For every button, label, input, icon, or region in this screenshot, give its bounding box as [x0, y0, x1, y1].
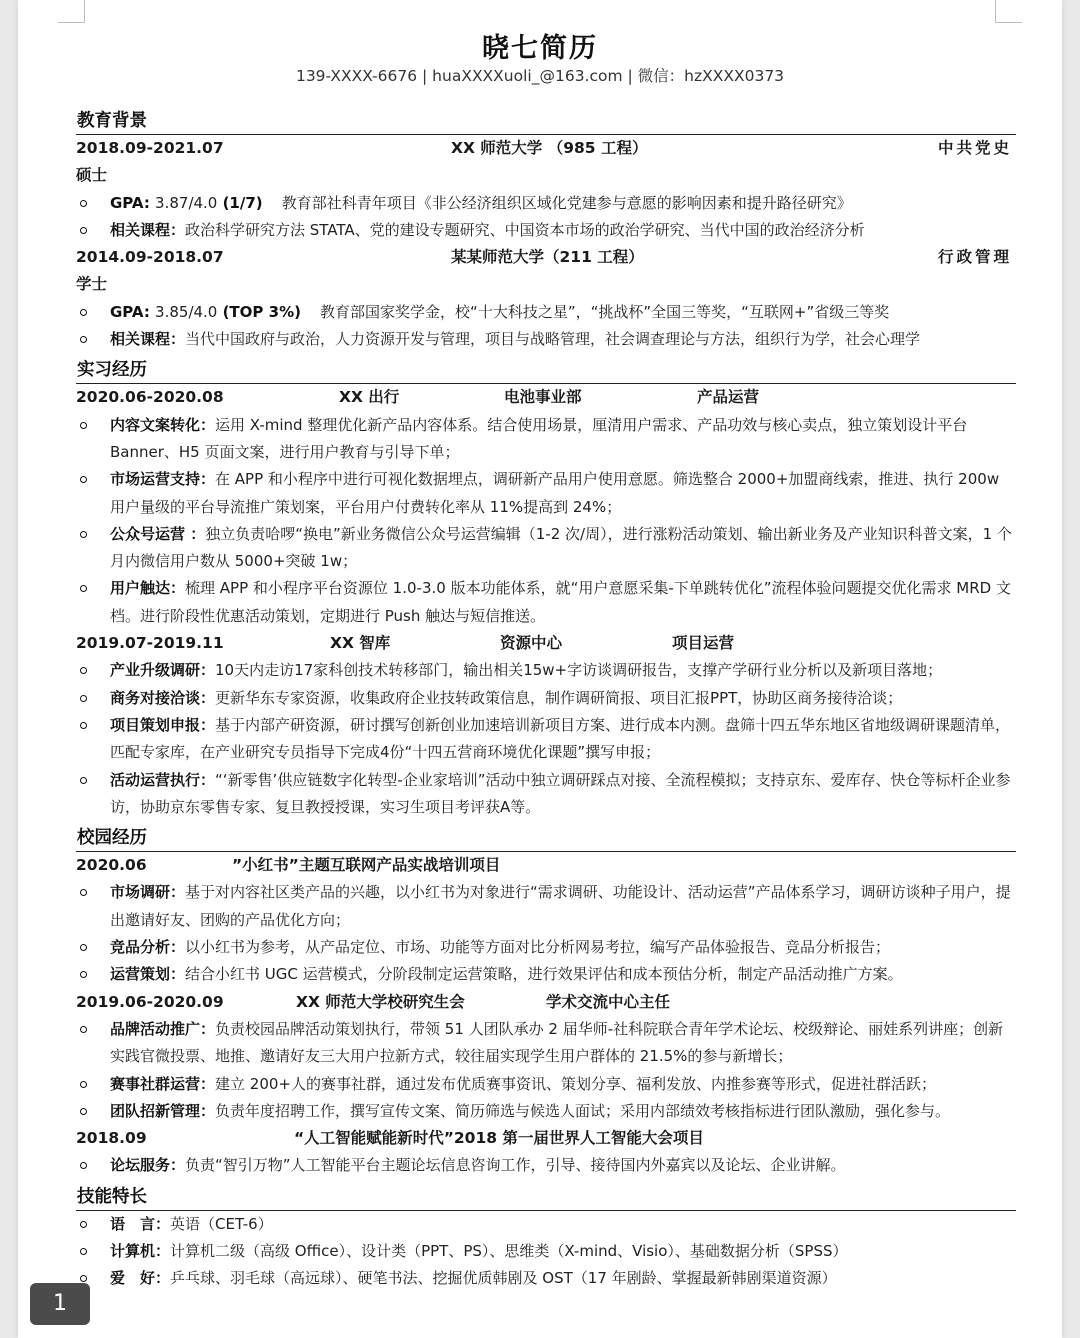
campus-entry-header	[76, 852, 1016, 879]
campus-bullet: 论坛服务：负责“智引万物”人工智能平台主题论坛信息咨询工作，引导、接待国内外嘉宾以及论坛、企业讲解。	[76, 1152, 1016, 1179]
section-title-campus: 校园经历	[76, 825, 1016, 852]
campus-project: ”小红书”主题互联网产品实战培训项目	[232, 856, 501, 875]
edu-courses: 相关课程：当代中国政府与政治，人力资源开发与管理，项目与战略管理，社会调查理论与方法，组织行为学，社会心理学	[76, 326, 1016, 353]
campus-bullet: 市场调研：基于对内容社区类产品的兴趣，以小红书为对象进行“需求调研、功能设计、活动运营”产品体系学习，调研访谈种子用户，提出邀请好友、团购的产品优化方向；	[76, 879, 1016, 934]
intern-bullet: 公众号运营 ：独立负责哈啰“换电”新业务微信公众号运营编辑（1-2 次/周），进行涨粉活动策划、输出新业务及产业知识科普文案，1 个月内微信用户数从 5000+突破 1w；	[76, 521, 1016, 576]
intern-dept: 电池事业部	[504, 388, 582, 407]
intern-bullet: 产业升级调研：10天内走访17家科创技术转移部门，输出相关15w+字访谈调研报告，支撑产学研行业分析以及新项目落地；	[76, 657, 1016, 684]
intern-role: 项目运营	[672, 634, 735, 653]
intern-entry-header	[76, 630, 1016, 657]
edu-major: 中共党史	[937, 139, 1012, 157]
intern-bullet: 活动运营执行：“‘新零售’供应链数字化转型-企业家培训”活动中独立调研踩点对接、全流程模拟；支持京东、爱库存、快仓等标杆企业参访，协助京东零售专家、复旦教授授课，实习生项目考评获A等。	[76, 767, 1016, 822]
edu-dates: 2018.09-2021.07	[76, 139, 224, 157]
campus-project: “人工智能赋能新时代”2018 第一届世界人工智能大会项目	[294, 1129, 704, 1148]
crop-mark-left	[58, 0, 85, 23]
edu-major: 行政管理	[937, 248, 1012, 267]
campus-role: 学术交流中心主任	[546, 992, 671, 1011]
skill-item: 语 言：英语（CET-6）	[76, 1211, 1016, 1238]
section-title-skills: 技能特长	[76, 1184, 1016, 1211]
intern-dates: 2019.07-2019.11	[76, 634, 224, 653]
edu-degree: 硕士	[76, 166, 108, 185]
intern-bullet: 市场运营支持：在 APP 和小程序中进行可视化数据埋点，调研新产品用户使用意愿。筛选整合 2000+加盟商线索，推进、执行 200w 用户量级的平台导流推广策划案，平台用户付费转化率从 11%提高到 24%；	[76, 466, 1016, 521]
resume-page	[18, 0, 1062, 1338]
skill-item: 计算机：计算机二级（高级 Office）、设计类（PPT、PS）、思维类（X-mind、Visio）、基础数据分析（SPSS）	[76, 1238, 1016, 1265]
edu-gpa: GPA: 3.85/4.0 (TOP 3%) 教育部国家奖学金，校“十大科技之星”，“挑战杯”全国三等奖，“互联网+”省级三等奖	[76, 299, 1016, 326]
edu-school: 某某师范大学（211 工程）	[451, 248, 644, 267]
campus-org: XX 师范大学校研究生会	[296, 992, 465, 1011]
campus-bullet: 赛事社群运营：建立 200+人的赛事社群，通过发布优质赛事资讯、策划分享、福利发放、内推参赛等形式，促进社群活跃；	[76, 1071, 1016, 1098]
skill-item: 爱 好：乒乓球、羽毛球（高远球）、硬笔书法、挖掘优质韩剧及 OST（17 年剧龄、掌握最新韩剧渠道资源）	[76, 1265, 1016, 1292]
campus-dates: 2020.06	[76, 856, 147, 875]
edu-entry-header	[76, 244, 1016, 271]
campus-bullet: 团队招新管理：负责年度招聘工作，撰写宣传文案、简历筛选与候选人面试；采用内部绩效考核指标进行团队激励，强化参与。	[76, 1098, 1016, 1125]
campus-entry-header	[76, 1125, 1016, 1152]
intern-role: 产品运营	[697, 388, 760, 407]
intern-dept: 资源中心	[500, 634, 563, 653]
contact-line: 139-XXXX-6676 | huaXXXXuoli_@163.com | 微信：hzXXXX0373	[295, 67, 785, 85]
campus-entry-header	[76, 989, 1016, 1016]
intern-bullet: 内容文案转化：运用 X-mind 整理优化新产品内容体系。结合使用场景，厘清用户需求、产品功效与核心卖点，独立策划设计平台 Banner、H5 页面文案，进行用户教育与引导下单；	[76, 412, 1016, 467]
campus-bullet: 运营策划：结合小红书 UGC 运营模式，分阶段制定运营策略，进行效果评估和成本预估分析，制定产品活动推广方案。	[76, 961, 1016, 988]
campus-dates: 2019.06-2020.09	[76, 992, 224, 1011]
campus-bullet: 竞品分析：以小红书为参考，从产品定位、市场、功能等方面对比分析网易考拉，编写产品体验报告、竞品分析报告；	[76, 934, 1016, 961]
crop-mark-right	[995, 0, 1022, 23]
intern-company: XX 智库	[330, 634, 391, 653]
edu-courses: 相关课程：政治科学研究方法 STATA、党的建设专题研究、中国资本市场的政治学研究、当代中国的政治经济分析	[76, 217, 1016, 244]
section-title-education: 教育背景	[76, 108, 1016, 135]
page-number-indicator[interactable]: 1	[30, 1283, 90, 1325]
intern-bullet: 项目策划申报：基于内部产研资源，研讨撰写创新创业加速培训新项目方案、进行成本内测。盘筛十四五华东地区省地级调研课题清单，匹配专家库，在产业研究专员指导下完成4份“十四五营商环境优化课题”撰写申报；	[76, 712, 1016, 767]
resume-content	[76, 104, 1016, 1293]
edu-entry-header	[76, 135, 1016, 162]
intern-entry-header	[76, 384, 1016, 411]
intern-bullet: 用户触达：梳理 APP 和小程序平台资源位 1.0-3.0 版本功能体系，就“用户意愿采集-下单跳转优化”流程体验问题提交优化需求 MRD 文档。进行阶段性优惠活动策划，定期进行 Push 触达与短信推送。	[76, 575, 1016, 630]
resume-name: 晓七简历	[482, 33, 598, 64]
section-title-internship: 实习经历	[76, 357, 1016, 384]
campus-bullet: 品牌活动推广：负责校园品牌活动策划执行，带领 51 人团队承办 2 届华师-社科院联合青年学术论坛、校级辩论、丽娃系列讲座；创新实践官微投票、地推、邀请好友三大用户拉新方式，较往届实现学生用户群体的 21.5%的参与新增长；	[76, 1016, 1016, 1071]
intern-company: XX 出行	[339, 388, 400, 407]
intern-bullet: 商务对接洽谈：更新华东专家资源，收集政府企业技转政策信息，制作调研简报、项目汇报PPT，协助区商务接待洽谈；	[76, 685, 1016, 712]
campus-dates: 2018.09	[76, 1129, 147, 1148]
intern-dates: 2020.06-2020.08	[76, 388, 224, 407]
edu-gpa: GPA: 3.87/4.0 (1/7) 教育部社科青年项目《非公经济组织区域化党建参与意愿的影响因素和提升路径研究》	[76, 190, 1016, 217]
edu-dates: 2014.09-2018.07	[76, 248, 224, 267]
edu-degree: 学士	[76, 275, 108, 294]
edu-school: XX 师范大学 （985 工程）	[451, 139, 648, 157]
